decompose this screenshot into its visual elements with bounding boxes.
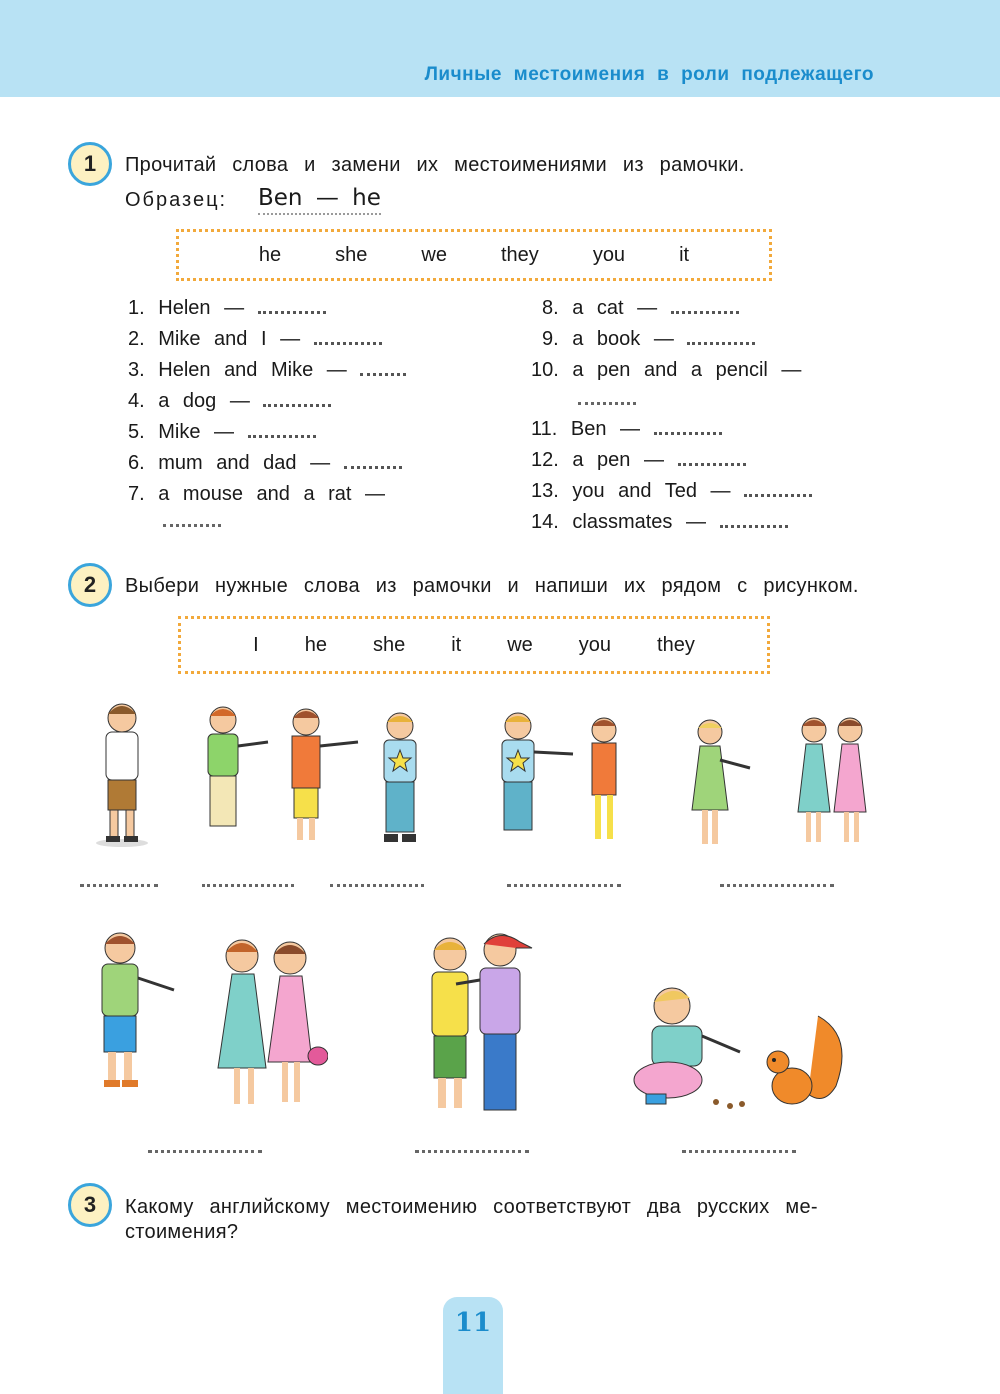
exercise-1-instruction: Прочитай слова и замени их местоимениями из рамочки.	[125, 154, 745, 176]
list-item: 5. Mike —	[128, 421, 316, 444]
box-word: we	[507, 633, 533, 656]
answer-blank[interactable]	[687, 332, 755, 345]
list-item: 2. Mike and I —	[128, 328, 382, 351]
list-item: 9. a book —	[542, 328, 755, 351]
answer-blank[interactable]	[720, 515, 788, 528]
box-word: it	[679, 243, 690, 266]
answer-blank[interactable]	[202, 884, 294, 887]
answer-blank[interactable]	[682, 1150, 796, 1153]
pronoun-box-2	[178, 616, 770, 674]
box-word: she	[335, 243, 368, 266]
answer-blank[interactable]	[248, 425, 316, 438]
answer-blank[interactable]	[720, 884, 834, 887]
box-word: she	[372, 633, 406, 656]
answer-blank[interactable]	[360, 363, 406, 376]
exercise-2-instruction: Выбери нужные слова из рамочки и напиши их рядом с рисунком.	[125, 575, 859, 597]
list-item: 14. classmates —	[531, 511, 788, 534]
pronoun-box-1	[176, 229, 772, 281]
sample-value: Ben — he	[258, 185, 381, 215]
exercise-3-instruction-line2: стоимения?	[125, 1221, 239, 1243]
list-item: 6. mum and dad —	[128, 452, 402, 475]
answer-blank[interactable]	[744, 484, 812, 497]
answer-blank[interactable]	[507, 884, 621, 887]
list-item: 12. a pen —	[531, 449, 746, 472]
girl-and-squirrel-illustration	[628, 976, 854, 1118]
answer-blank[interactable]	[258, 301, 326, 314]
boy-star-shirt-illustration	[374, 710, 426, 850]
answer-blank[interactable]	[80, 884, 158, 887]
box-word: you	[578, 633, 612, 656]
answer-blank[interactable]	[654, 422, 722, 435]
list-item: 11. Ben —	[531, 418, 722, 441]
page-number: 11	[454, 1308, 492, 1338]
two-girls-walking-illustration	[208, 932, 328, 1116]
list-item: 13. you and Ted —	[531, 480, 812, 503]
answer-blank[interactable]	[344, 456, 402, 469]
box-word: we	[421, 243, 447, 266]
box-word: they	[657, 633, 695, 656]
exercise-3-number: 3	[68, 1183, 112, 1227]
list-item: 3. Helen and Mike —	[128, 359, 406, 382]
box-word: it	[451, 633, 462, 656]
section-title: Личные местоимения в роли подлежащего	[424, 64, 874, 85]
answer-blank[interactable]	[148, 1150, 262, 1153]
list-item: 4. a dog —	[128, 390, 331, 413]
answer-blank[interactable]	[678, 453, 746, 466]
answer-blank[interactable]	[330, 884, 424, 887]
exercise-1-number: 1	[68, 142, 112, 186]
list-item: 7. a mouse and a rat —	[128, 483, 386, 505]
answer-blank[interactable]	[314, 332, 382, 345]
exercise-3-instruction-line1: Какому английскому местоимению соответствуют два русских ме-	[125, 1196, 818, 1218]
list-item: 10. a pen and a pencil —	[531, 359, 802, 381]
list-item: 1. Helen —	[128, 297, 326, 320]
box-word: I	[253, 633, 259, 656]
sample-label: Образец:	[125, 189, 228, 211]
box-word: they	[501, 243, 539, 266]
boy-pointing-illustration	[80, 926, 176, 1092]
three-children-illustration	[198, 702, 363, 852]
two-girls-illustration	[792, 712, 878, 852]
boy-and-girl-illustration	[488, 708, 638, 852]
exercise-2-number: 2	[68, 563, 112, 607]
box-word: he	[304, 633, 327, 656]
box-word: you	[592, 243, 626, 266]
answer-blank[interactable]	[578, 402, 636, 405]
answer-blank[interactable]	[415, 1150, 529, 1153]
answer-blank[interactable]	[163, 524, 221, 527]
answer-blank[interactable]	[671, 301, 739, 314]
answer-blank[interactable]	[263, 394, 331, 407]
girl-green-dress-illustration	[680, 716, 752, 852]
list-item: 8. a cat —	[542, 297, 739, 320]
box-word: he	[258, 243, 282, 266]
boy-illustration	[90, 698, 152, 848]
two-boys-illustration	[412, 928, 536, 1118]
